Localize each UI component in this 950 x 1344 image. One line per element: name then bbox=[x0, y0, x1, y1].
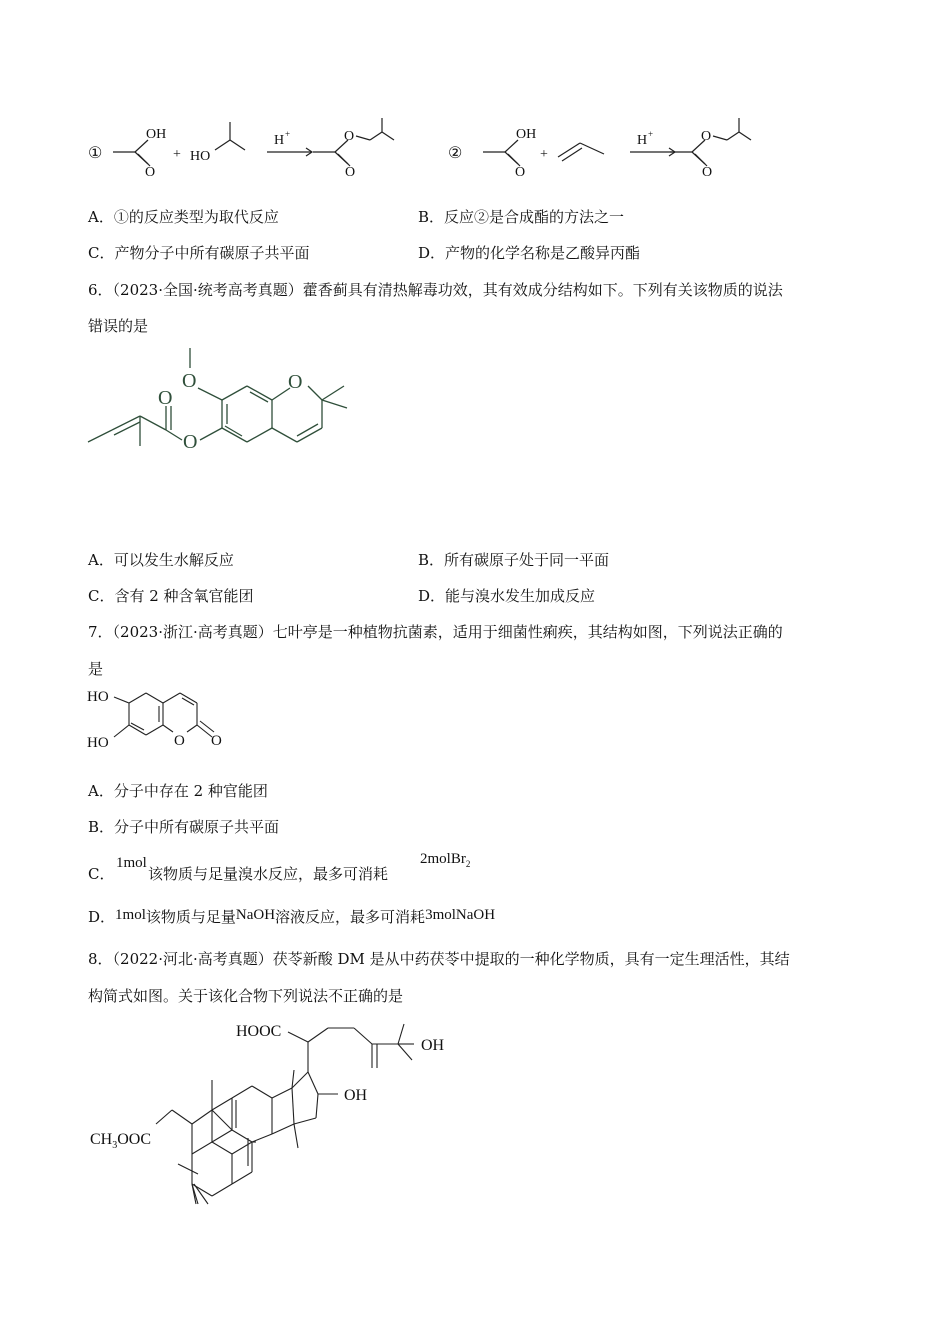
q8-stem-line-2: 构简式如图。关于该化合物下列说法不正确的是 bbox=[88, 987, 404, 1005]
q6-option-c[interactable]: C．含有 2 种含氧官能团 bbox=[88, 587, 254, 605]
q5-option-d[interactable]: D．产物的化学名称是乙酸异丙酯 bbox=[418, 244, 641, 262]
q8-structure bbox=[86, 1014, 466, 1210]
reaction-schemes bbox=[80, 112, 780, 187]
ho-label-bottom: HO bbox=[87, 735, 109, 751]
ester-o-label: O bbox=[344, 129, 355, 144]
option-c-prefix: C． bbox=[88, 865, 115, 883]
q6-structure bbox=[82, 340, 372, 480]
option-d-reagent: 3molNaOH bbox=[425, 907, 496, 923]
carbonyl-o-label: O bbox=[345, 165, 356, 180]
ester-o-label: O bbox=[183, 431, 198, 453]
q5-option-b[interactable]: B．反应②是合成酯的方法之一 bbox=[418, 208, 625, 226]
option-d-prefix: D． bbox=[88, 908, 116, 926]
plus-sign: + bbox=[173, 147, 181, 162]
catalyst-sup: + bbox=[648, 129, 654, 139]
catalyst-sup: + bbox=[285, 129, 291, 139]
option-c-reagent: 2molBr$_2$ bbox=[420, 851, 471, 869]
reaction-1-number: ① bbox=[88, 145, 103, 162]
q6-option-b[interactable]: B．所有碳原子处于同一平面 bbox=[418, 551, 610, 569]
ring-o-label: O bbox=[288, 371, 303, 393]
q8-stem-line-1: 8．（2022·河北·高考真题）茯苓新酸 DM 是从中药茯苓中提取的一种化学物质，具有一定生理活性，其结 bbox=[88, 950, 790, 968]
q6-stem-line-1: 6．（2023·全国·统考高考真题）藿香蓟具有清热解毒功效，其有效成分结构如下。下列有关该物质的说法 bbox=[88, 281, 783, 299]
option-c-amount: 1mol bbox=[116, 855, 147, 871]
o-label: O bbox=[515, 165, 526, 180]
oh-label: OH bbox=[516, 127, 537, 142]
carbonyl-o-label: O bbox=[211, 733, 222, 749]
q5-option-a[interactable]: A．①的反应类型为取代反应 bbox=[88, 208, 279, 226]
ester-o-label: O bbox=[701, 129, 712, 144]
o-label: O bbox=[145, 165, 156, 180]
option-d-text-1: 该物质与足量 bbox=[145, 908, 236, 926]
hooc-label: HOOC bbox=[236, 1023, 282, 1040]
q7-option-d[interactable] bbox=[88, 907, 495, 928]
ho-label-top: HO bbox=[87, 689, 109, 705]
q6-option-d[interactable]: D．能与溴水发生加成反应 bbox=[418, 587, 596, 605]
methoxy-o-label: O bbox=[182, 370, 197, 392]
option-d-naoh: NaOH bbox=[235, 907, 276, 923]
plus-sign: + bbox=[540, 147, 548, 162]
q7-option-a[interactable]: A．分子中存在 2 种官能团 bbox=[88, 782, 268, 800]
oh-label-ring: OH bbox=[344, 1087, 368, 1104]
q5-option-c[interactable]: C．产物分子中所有碳原子共平面 bbox=[88, 244, 310, 262]
ho-label: HO bbox=[190, 149, 211, 164]
ch3ooc-label: $CH_3OOC$ bbox=[90, 1131, 152, 1151]
catalyst-label: H bbox=[274, 133, 285, 148]
ring-o-label: O bbox=[174, 733, 185, 749]
q6-stem-line-2: 错误的是 bbox=[88, 317, 149, 335]
oh-label: OH bbox=[146, 127, 167, 142]
reaction-2-number: ② bbox=[448, 145, 463, 162]
carbonyl-o-label: O bbox=[158, 387, 173, 409]
option-d-amount: 1mol bbox=[115, 907, 146, 923]
q6-option-a[interactable]: A．可以发生水解反应 bbox=[88, 551, 234, 569]
oh-label-side-chain: OH bbox=[421, 1037, 445, 1054]
option-d-text-2: 溶液反应，最多可消耗 bbox=[275, 908, 426, 926]
q7-stem-line-1: 7．（2023·浙江·高考真题）七叶亭是一种植物抗菌素，适用于细菌性痢疾，其结构如图，下列说法正确的 bbox=[88, 623, 783, 641]
catalyst-label: H bbox=[637, 133, 648, 148]
q7-stem-line-2: 是 bbox=[88, 660, 104, 678]
q7-structure bbox=[84, 683, 234, 753]
q7-option-b[interactable]: B．分子中所有碳原子共平面 bbox=[88, 818, 280, 836]
option-c-text: 该物质与足量溴水反应，最多可消耗 bbox=[148, 865, 389, 883]
carbonyl-o-label: O bbox=[702, 165, 713, 180]
